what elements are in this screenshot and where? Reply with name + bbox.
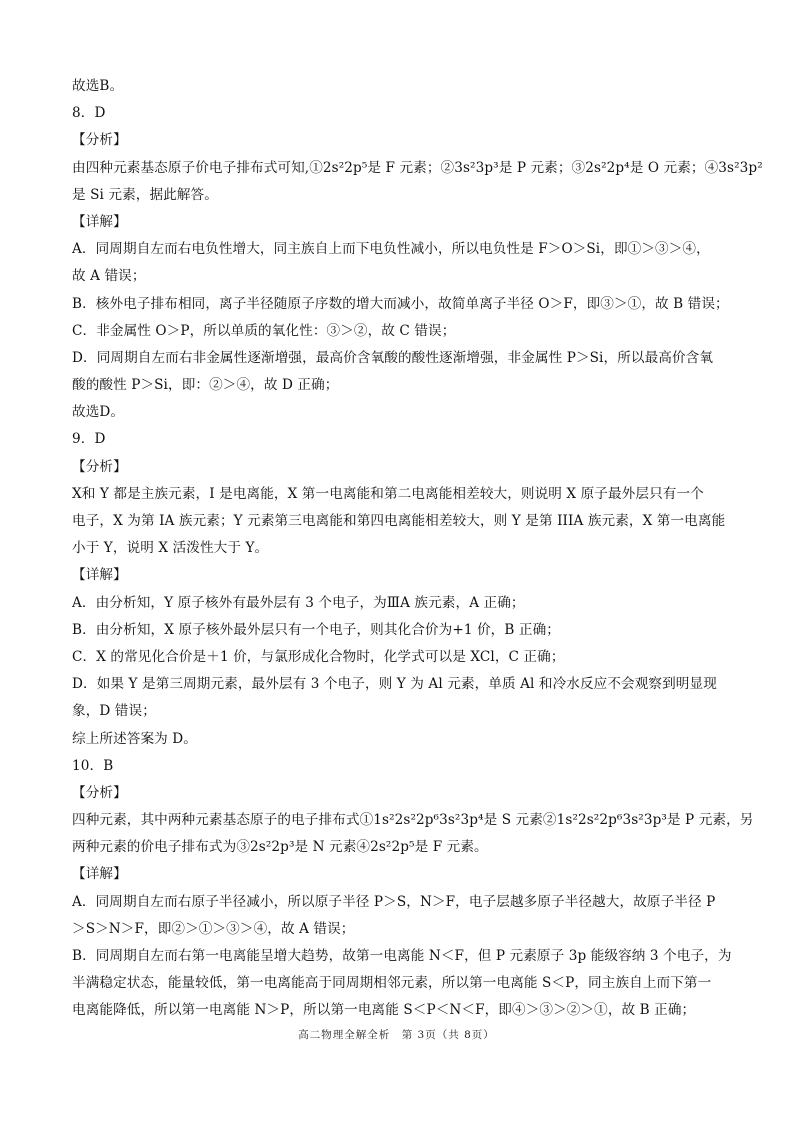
text-line: 两种元素的价电子排布式为③2s²2p³是 N 元素④2s²2p⁵是 F 元素。 (72, 839, 488, 856)
text-line: 故选B。 (72, 78, 124, 94)
text-line: 象，D 错误； (72, 703, 156, 720)
text-line: 故 A 错误； (72, 268, 146, 285)
text-line: A．同周期自左而右原子半径减小，所以原子半径 P＞S，N＞F，电子层越多原子半径越大，故原子半径 P (72, 893, 716, 910)
text-line: 是 Si 元素，据此解答。 (72, 186, 218, 203)
page-footer: 高二物理全解全析 第 3页（共 8页） (298, 1029, 495, 1041)
text-line: 四种元素，其中两种元素基态原子的电子排布式①1s²2s²2p⁶3s²3p⁴是 S 元素②1s²2s²2p⁶3s²3p³是 P 元素，另 (72, 812, 754, 829)
text-line: 小于 Y，说明 X 活泼性大于 Y。 (72, 540, 269, 557)
text-line: 酸的酸性 P＞Si，即：②＞④，故 D 正确； (72, 377, 339, 394)
text-line: D．如果 Y 是第三周期元素，最外层有 3 个电子，则 Y 为 Al 元素，单质 Al 和冷水反应不会观察到明显现 (72, 676, 717, 693)
text-line: C．非金属性 O＞P，所以单质的氧化性：③＞②，故 C 错误； (72, 322, 456, 339)
text-line: ＞S＞N＞F，即②＞①＞③＞④，故 A 错误； (72, 920, 355, 937)
text-line: B．核外电子排布相同，离子半径随原子序数的增大而减小，故简单离子半径 O＞F，即③＞①，故 B 错误； (72, 295, 729, 312)
text-line: A．由分析知，Y 原子核外有最外层有 3 个电子，为ⅢA 族元素，A 正确； (72, 594, 525, 611)
text-line: A．同周期自左而右电负性增大，同主族自上而下电负性减小，所以电负性是 F＞O＞Si，即①＞③＞④， (72, 241, 710, 258)
section-heading: 【分析】 (72, 458, 127, 475)
question-number: 9．D (72, 431, 106, 448)
section-heading: 【分析】 (72, 132, 127, 149)
question-number: 8．D (72, 105, 106, 122)
text-line: 故选D。 (72, 404, 125, 421)
text-line: D．同周期自左而右非金属性逐渐增强，最高价含氧酸的酸性逐渐增强，非金属性 P＞Si，所以最高价含氧 (72, 349, 714, 366)
section-heading: 【详解】 (72, 213, 127, 230)
text-line: 由四种元素基态原子价电子排布式可知,①2s²2p⁵是 F 元素；②3s²3p³是 P 元素；③2s²2p⁴是 O 元素；④3s²3p² (72, 159, 763, 176)
question-number: 10．B (72, 757, 114, 774)
page-body (72, 73, 763, 1025)
text-line: C．X 的常见化合价是＋1 价，与氯形成化合物时，化学式可以是 XCl，C 正确； (72, 648, 565, 665)
text-line: 综上所述答案为 D。 (72, 730, 197, 747)
section-heading: 【分析】 (72, 784, 127, 801)
text-line: B．由分析知，X 原子核外最外层只有一个电子，则其化合价为+1 价，B 正确； (72, 621, 560, 638)
section-heading: 【详解】 (72, 567, 127, 584)
text-line: 电子，X 为第 IA 族元素；Y 元素第三电离能和第四电离能相差较大，则 Y 是第 IIIA 族元素，X 第一电离能 (72, 513, 726, 529)
text-line: B．同周期自左而右第一电离能呈增大趋势，故第一电离能 N＜F，但 P 元素原子 3p 能级容纳 3 个电子，为 (72, 948, 732, 964)
text-line: X和 Y 都是主族元素，I 是电离能，X 第一电离能和第二电离能相差较大，则说明 X 原子最外层只有一个 (72, 485, 704, 502)
text-line: 半满稳定状态，能量较低，第一电离能高于同周期相邻元素，所以第一电离能 S＜P，同主族自上而下第一 (72, 975, 712, 992)
text-line: 电离能降低，所以第一电离能 N＞P，所以第一电离能 S＜P＜N＜F，即④＞③＞②＞①，故 B 正确； (72, 1002, 696, 1019)
section-heading: 【详解】 (72, 866, 127, 883)
